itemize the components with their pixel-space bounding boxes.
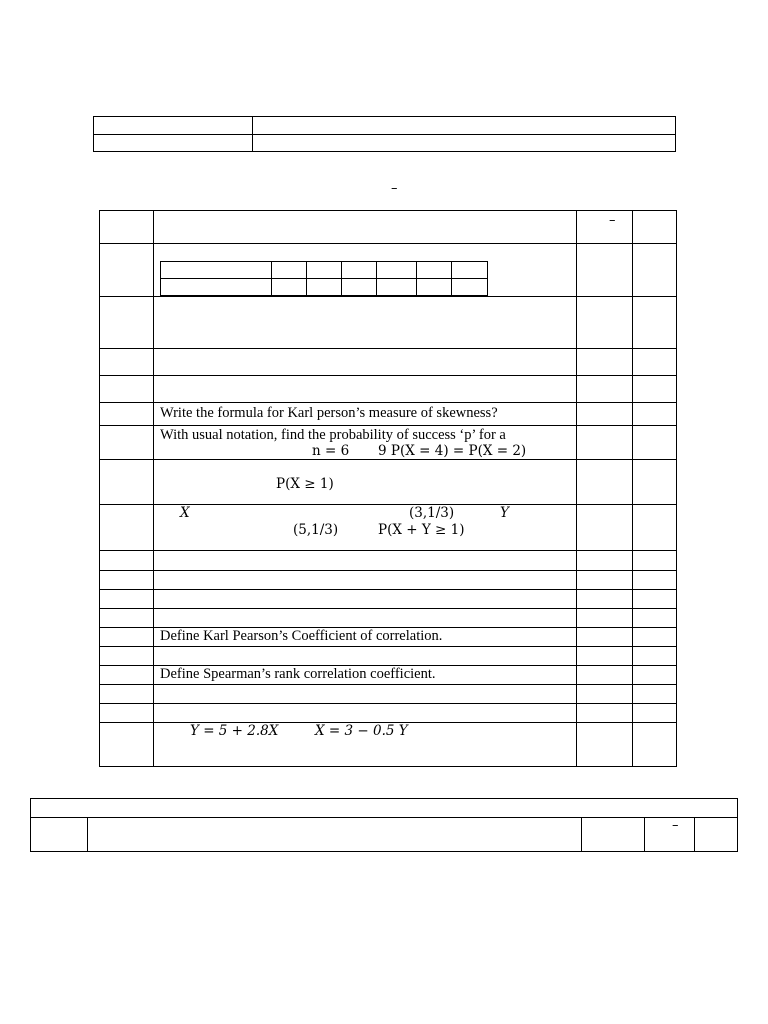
inner-cell [452,262,488,279]
co-header [633,211,677,244]
co-cell [633,609,677,628]
co-cell [633,647,677,666]
question-cell [154,505,577,551]
marks-header [577,211,633,244]
qno-cell [100,723,154,767]
qno-cell [100,704,154,723]
question-cell [154,685,577,704]
question-cell [154,244,577,297]
marks-header [582,818,645,852]
var-y: Y [500,505,509,521]
marks-cell [577,244,633,297]
co-cell [633,460,677,505]
question-cell [154,666,577,685]
qno-cell [100,349,154,376]
var-x: X [180,505,190,521]
bottom-dash: – [672,818,679,833]
header-info-table [93,116,676,152]
co-cell [633,628,677,647]
marks-cell [577,704,633,723]
co-cell [633,349,677,376]
question-header [88,818,582,852]
qno-cell [100,460,154,505]
marks-cell [577,609,633,628]
qno-cell [100,590,154,609]
marks-cell [577,505,633,551]
question-cell [154,297,577,349]
inner-cell [342,279,377,296]
co-cell [633,244,677,297]
co-header [645,818,695,852]
bl-header [695,818,738,852]
marks-cell [577,403,633,426]
qno-cell [100,244,154,297]
inner-cell [272,279,307,296]
marks-cell [577,628,633,647]
co-cell [633,704,677,723]
qno-cell [100,426,154,460]
qno-header [31,818,88,852]
inner-cell [377,279,417,296]
marks-cell [577,723,633,767]
inner-cell [307,262,342,279]
questions-table [99,210,677,767]
co-cell [633,590,677,609]
marks-cell [577,376,633,403]
info-cell [94,117,253,135]
info-cell [94,135,253,152]
question-cell [154,403,577,426]
x-params: (3,1/3) [409,505,455,521]
question-header [154,211,577,244]
regression-line-2: X = 3 − 0.5 Y [315,723,408,739]
inner-data-table [160,261,488,296]
question-cell [154,571,577,590]
binomial-condition: 9 P(X = 4) = P(X = 2) [378,443,527,459]
question-cell [154,590,577,609]
marks-cell [577,426,633,460]
question-cell [154,628,577,647]
marks-cell [577,571,633,590]
question-cell [154,551,577,571]
qno-cell [100,647,154,666]
qno-cell [100,628,154,647]
section-dash: – [391,181,398,196]
section-b-title-cell [31,799,738,818]
question-cell [154,723,577,767]
co-cell [633,551,677,571]
inner-cell [417,279,452,296]
sum-probability: P(X + Y ≥ 1) [378,522,465,538]
marks-cell [577,666,633,685]
info-cell [253,117,676,135]
question-skewness: Write the formula for Karl person’s measure of skewness? [160,405,498,421]
inner-cell [452,279,488,296]
qno-cell [100,297,154,349]
co-cell [633,297,677,349]
qno-cell [100,403,154,426]
question-cell [154,426,577,460]
inner-cell [417,262,452,279]
question-cell [154,704,577,723]
question-cell [154,349,577,376]
question-cell [154,609,577,628]
question-karl-pearson: Define Karl Pearson’s Coefficient of correlation. [160,628,443,644]
qno-cell [100,666,154,685]
co-cell [633,666,677,685]
co-cell [633,505,677,551]
question-binomial: With usual notation, find the probability of success ‘p’ for a [160,427,506,443]
qno-cell [100,505,154,551]
binomial-n: n = 6 [312,443,350,459]
inner-cell [377,262,417,279]
question-cell [154,647,577,666]
inner-cell [161,279,272,296]
qno-cell [100,571,154,590]
co-cell [633,376,677,403]
y-params: (5,1/3) [293,522,339,538]
marks-cell [577,297,633,349]
regression-line-1: Y = 5 + 2.8X [190,723,279,739]
qno-cell [100,551,154,571]
question-cell [154,376,577,403]
co-cell [633,685,677,704]
co-cell [633,723,677,767]
probability-expression: P(X ≥ 1) [276,476,334,492]
marks-cell [577,685,633,704]
marks-dash: – [609,213,616,228]
co-cell [633,403,677,426]
info-cell [253,135,676,152]
marks-cell [577,460,633,505]
marks-cell [577,551,633,571]
co-cell [633,426,677,460]
marks-cell [577,590,633,609]
inner-cell [272,262,307,279]
qno-cell [100,609,154,628]
co-cell [633,571,677,590]
inner-cell [161,262,272,279]
qno-cell [100,376,154,403]
section-b-table [30,798,738,852]
question-spearman: Define Spearman’s rank correlation coefficient. [160,666,436,682]
marks-cell [577,647,633,666]
inner-cell [342,262,377,279]
qno-cell [100,685,154,704]
qno-header [100,211,154,244]
inner-cell [307,279,342,296]
question-cell [154,460,577,505]
marks-cell [577,349,633,376]
